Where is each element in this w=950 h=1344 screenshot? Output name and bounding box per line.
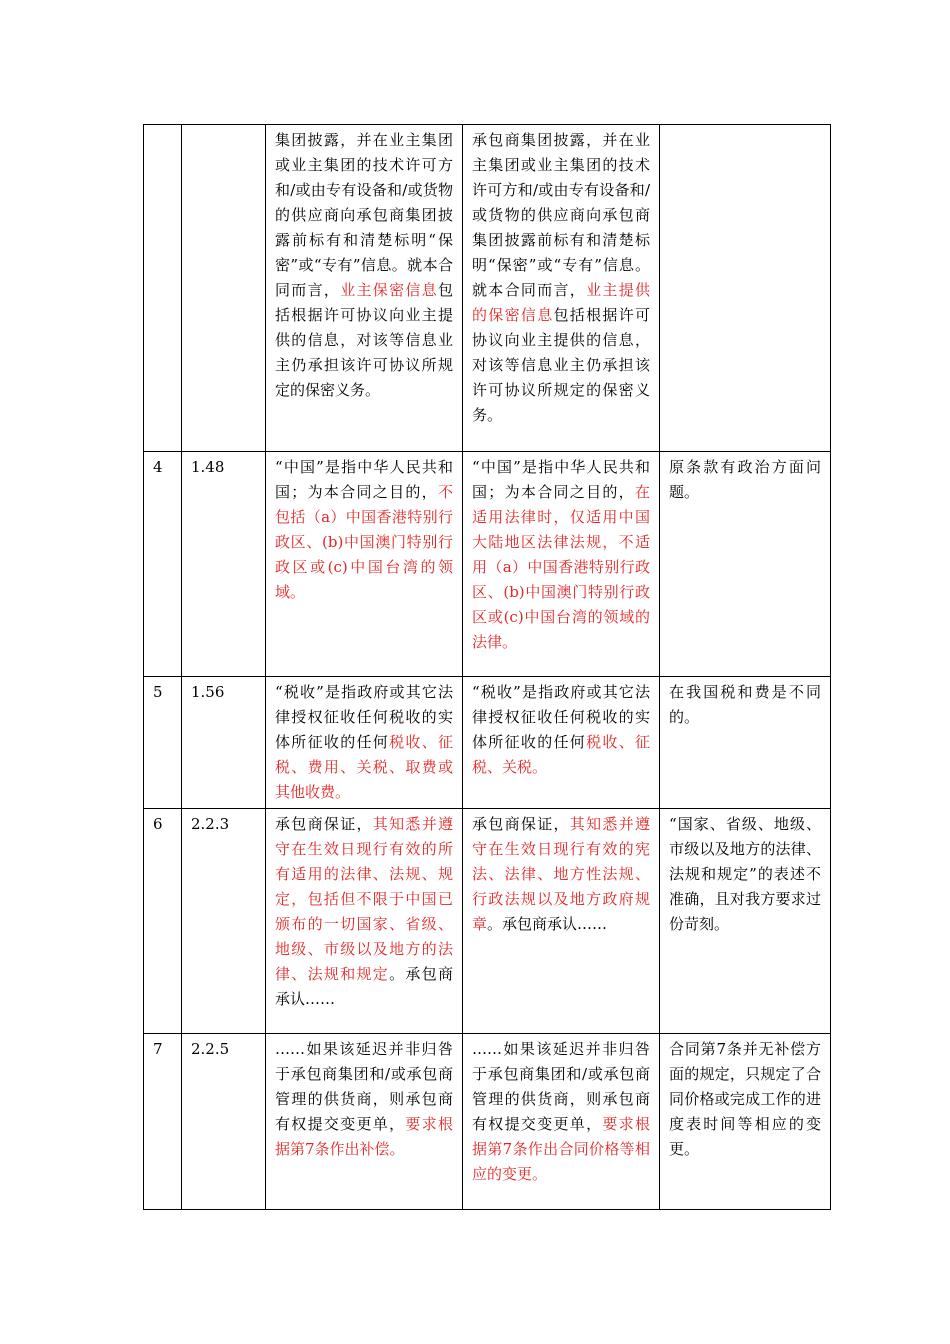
clause-number: 2.2.3 — [191, 815, 230, 833]
original-text-cell — [266, 677, 463, 809]
revised-text: 包括根据许可协议向业主提供的信息，对该等信息业主仍承担该许可协议所规定的保密义务。 — [472, 306, 650, 424]
revised-highlighted-text: 要求根据第7条作出合同价格等相应的变更。 — [472, 1115, 650, 1183]
note-text-cell — [660, 677, 831, 809]
original-text: 包括根据许可协议向业主提供的信息，对该等信息业主仍承担该许可协议所规定的保密义务。 — [275, 281, 453, 399]
table-row — [144, 677, 831, 809]
note-text: 合同第7条并无补偿方面的规定，只规定了合同价格或完成工作的进度表时间等相应的变更。 — [669, 1040, 821, 1158]
original-text-cell — [266, 1034, 463, 1210]
original-text: 承包商保证， — [275, 815, 373, 833]
row-number: 7 — [153, 1040, 163, 1058]
original-text-cell — [266, 125, 463, 452]
revised-text: 承包商集团披露，并在业主集团或业主集团的技术许可方和/或由专有设备和/或货物的供应商向承包商集团披露前标有和清楚标明“保密”或“专有”信息。就本合同而言， — [472, 131, 650, 299]
row-number-cell — [144, 677, 182, 809]
row-number: 6 — [153, 815, 163, 833]
clause-number-cell — [182, 1034, 266, 1210]
revised-text-cell — [463, 452, 660, 677]
original-highlighted-text: 业主保密信息 — [340, 281, 438, 299]
note-text-cell — [660, 1034, 831, 1210]
original-highlighted-text: 要求根据第7条作出补偿。 — [275, 1115, 453, 1158]
revised-text-cell — [463, 809, 660, 1034]
revised-highlighted-text: 其知悉并遵守在生效日现行有效的宪法、法律、地方性法规、行政法规以及地方政府规章 — [472, 815, 650, 933]
original-highlighted-text: 税收、征税、费用、关税、取费或其他收费。 — [275, 733, 453, 801]
table-row — [144, 809, 831, 1034]
row-number: 4 — [153, 458, 163, 476]
row-number-cell — [144, 809, 182, 1034]
clause-number-cell — [182, 125, 266, 452]
clause-number: 2.2.5 — [191, 1040, 230, 1058]
clause-number-cell — [182, 677, 266, 809]
original-text: 。承包商承认…… — [275, 965, 453, 1008]
original-text: ……如果该延迟并非归咎于承包商集团和/或承包商管理的供货商，则承包商有权提交变更单， — [275, 1040, 453, 1133]
table-row — [144, 1034, 831, 1210]
revised-text-cell — [463, 677, 660, 809]
contract-comparison-table — [143, 124, 831, 1210]
note-text-cell — [660, 125, 831, 452]
original-text: “中国”是指中华人民共和国；为本合同之目的， — [275, 458, 453, 501]
row-number: 5 — [153, 683, 163, 701]
note-text: 在我国税和费是不同的。 — [669, 683, 821, 726]
row-number-cell — [144, 125, 182, 452]
original-text: “税收”是指政府或其它法律授权征收任何税收的实体所征收的任何 — [275, 683, 453, 751]
clause-number-cell — [182, 452, 266, 677]
row-number-cell — [144, 1034, 182, 1210]
revised-text-cell — [463, 125, 660, 452]
table-row — [144, 125, 831, 452]
revised-text-cell — [463, 1034, 660, 1210]
revised-highlighted-text: 税收、征税、关税。 — [472, 733, 650, 776]
revised-text: “中国”是指中华人民共和国；为本合同之目的， — [472, 458, 650, 501]
note-text-cell — [660, 809, 831, 1034]
note-text: 原条款有政治方面问题。 — [669, 458, 821, 501]
revised-text: 承包商保证， — [472, 815, 570, 833]
revised-highlighted-text: 在适用法律时，仅适用中国大陆地区法律法规，不适用（a）中国香港特别行政区、(b)中国澳门特别行政区或(c)中国台湾的领域的法律。 — [472, 483, 650, 651]
clause-number: 1.56 — [191, 683, 225, 701]
row-number-cell — [144, 452, 182, 677]
table-body — [144, 125, 831, 1210]
revised-highlighted-text: 业主提供的保密信息 — [472, 281, 650, 324]
revised-text: 。承包商承认…… — [487, 915, 608, 933]
original-text-cell — [266, 452, 463, 677]
revised-text: “税收”是指政府或其它法律授权征收任何税收的实体所征收的任何 — [472, 683, 650, 751]
original-text: 集团披露，并在业主集团或业主集团的技术许可方和/或由专有设备和/或货物的供应商向承包商集团披露前标有和清楚标明“保密”或“专有”信息。就本合同而言， — [275, 131, 453, 299]
note-text: “国家、省级、地级、市级以及地方的法律、法规和规定”的表述不准确，且对我方要求过份苛刻。 — [669, 815, 821, 933]
clause-number: 1.48 — [191, 458, 225, 476]
clause-number-cell — [182, 809, 266, 1034]
original-highlighted-text: 其知悉并遵守在生效日现行有效的所有适用的法律、法规、规定，包括但不限于中国已颁布的一切国家、省级、地级、市级以及地方的法律、法规和规定 — [275, 815, 453, 983]
revised-text: ……如果该延迟并非归咎于承包商集团和/或承包商管理的供货商，则承包商有权提交变更单， — [472, 1040, 650, 1133]
table-row — [144, 452, 831, 677]
original-text-cell — [266, 809, 463, 1034]
original-highlighted-text: 不包括（a）中国香港特别行政区、(b)中国澳门特别行政区或(c)中国台湾的领域。 — [275, 483, 453, 601]
note-text-cell — [660, 452, 831, 677]
